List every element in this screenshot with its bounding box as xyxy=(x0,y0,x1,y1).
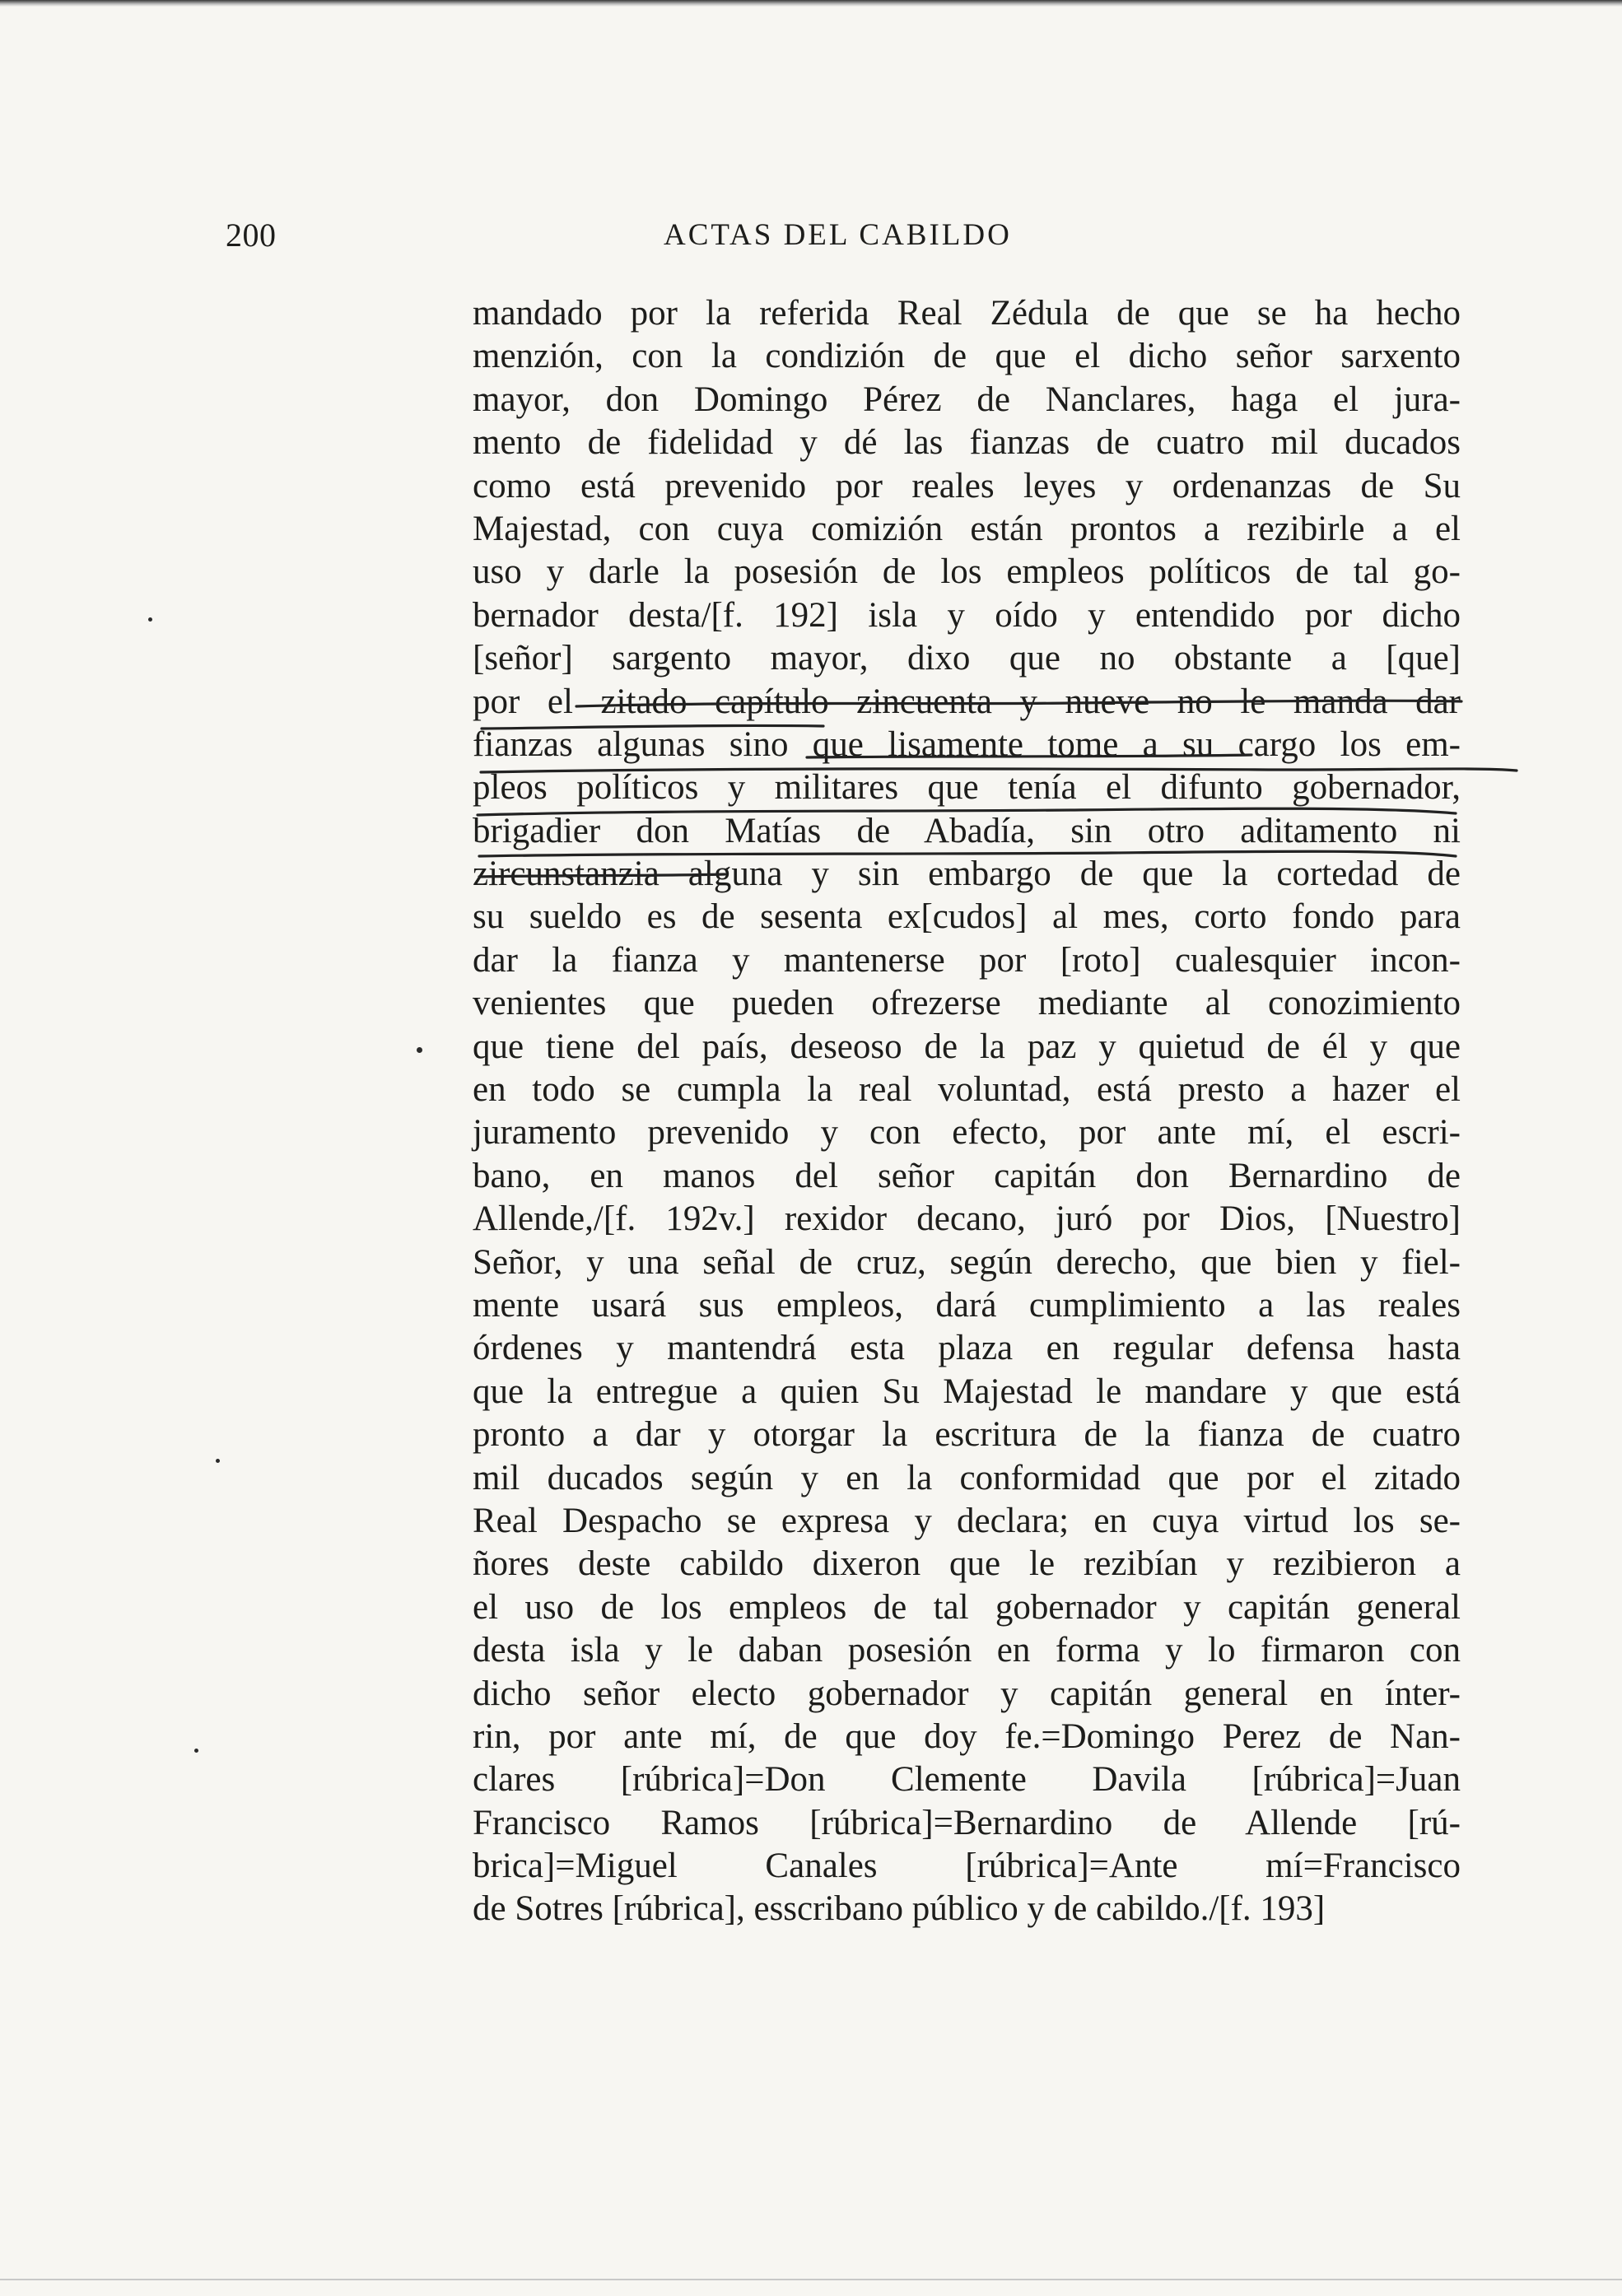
text-line: mayor, don Domingo Pérez de Nanclares, haga el jura- xyxy=(473,380,1461,419)
text-line: uso y darle la posesión de los empleos políticos de tal go- xyxy=(473,552,1461,592)
text-line: dicho señor electo gobernador y capitán general en ínter- xyxy=(473,1674,1461,1713)
text-line: Majestad, con cuya comizión están prontos a rezibirle a el xyxy=(473,509,1461,548)
text-line: que la entregue a quien Su Majestad le mandare y que está xyxy=(473,1372,1461,1411)
running-head: ACTAS DEL CABILDO xyxy=(664,218,1012,252)
scan-edge-bottom xyxy=(0,2279,1622,2280)
text-line: Allende,/[f. 192v.] rexidor decano, juró por Dios, [Nuestro] xyxy=(473,1199,1461,1239)
text-line: en todo se cumpla la real voluntad, está presto a hazer el xyxy=(473,1070,1461,1110)
text-line: pleos políticos y militares que tenía el difunto gobernador, xyxy=(473,768,1461,808)
text-line: desta isla y le daban posesión en forma y lo firmaron con xyxy=(473,1631,1461,1670)
text-line: fianzas algunas sino que lisamente tome a su cargo los em- xyxy=(473,724,1461,764)
text-line: órdenes y mantendrá esta plaza en regular defensa hasta xyxy=(473,1329,1461,1368)
main-text-block xyxy=(473,292,1461,1931)
text-line: pronto a dar y otorgar la escritura de la fianza de cuatro xyxy=(473,1415,1461,1455)
text-line: Señor, y una señal de cruz, según derecho, que bien y fiel- xyxy=(473,1242,1461,1282)
text-line: que tiene del país, deseoso de la paz y quietud de él y que xyxy=(473,1027,1461,1066)
text-line: dar la fianza y mantenerse por [roto] cualesquier incon- xyxy=(473,940,1461,980)
text-line: su sueldo es de sesenta ex[cudos] al mes, corto fondo para xyxy=(473,897,1461,937)
margin-mark xyxy=(194,1749,198,1753)
text-line: mente usará sus empleos, dará cumplimiento a las reales xyxy=(473,1285,1461,1325)
text-line: rin, por ante mí, de que doy fe.=Domingo Perez de Nan- xyxy=(473,1716,1461,1756)
text-line: mandado por la referida Real Zédula de que se ha hecho xyxy=(473,294,1461,333)
text-line: brica]=Miguel Canales [rúbrica]=Ante mí=Francisco xyxy=(473,1847,1461,1886)
text-line: bernador desta/[f. 192] isla y oído y entendido por dicho xyxy=(473,595,1461,635)
text-line: como está prevenido por reales leyes y ordenanzas de Su xyxy=(473,466,1461,505)
page-header xyxy=(226,212,1477,262)
text-line: de Sotres [rúbrica], esscribano público y de cabildo./[f. 193] xyxy=(473,1889,1326,1929)
text-line: Francisco Ramos [rúbrica]=Bernardino de Allende [rú- xyxy=(473,1803,1461,1842)
text-line: Real Despacho se expresa y declara; en cuya virtud los se- xyxy=(473,1501,1461,1540)
text-line: por el zitado capítulo zincuenta y nueve no le manda dar xyxy=(473,682,1461,721)
text-line: [señor] sargento mayor, dixo que no obstante a [que] xyxy=(473,639,1461,678)
text-line: mil ducados según y en la conformidad que por el zitado xyxy=(473,1458,1461,1497)
page-number: 200 xyxy=(226,217,277,254)
text-line: juramento prevenido y con efecto, por ante mí, el escri- xyxy=(473,1113,1461,1153)
margin-mark xyxy=(148,617,152,622)
text-line: menzión, con la condizión de que el dicho señor sarxento xyxy=(473,337,1461,376)
text-line: venientes que pueden ofrezerse mediante al conozimiento xyxy=(473,984,1461,1023)
margin-mark xyxy=(216,1459,220,1463)
text-line: zircunstanzia alguna y sin embargo de que la cortedad de xyxy=(473,855,1461,894)
text-line: ñores deste cabildo dixeron que le rezibían y rezibieron a xyxy=(473,1544,1461,1584)
scan-edge-top xyxy=(0,0,1622,7)
text-line: clares [rúbrica]=Don Clemente Davila [rúbrica]=Juan xyxy=(473,1760,1461,1800)
margin-mark xyxy=(417,1047,422,1053)
text-line: mento de fidelidad y dé las fianzas de cuatro mil ducados xyxy=(473,423,1461,463)
text-line: bano, en manos del señor capitán don Bernardino de xyxy=(473,1156,1461,1195)
text-line: el uso de los empleos de tal gobernador y capitán general xyxy=(473,1587,1461,1627)
text-line: brigadier don Matías de Abadía, sin otro aditamento ni xyxy=(473,811,1461,850)
